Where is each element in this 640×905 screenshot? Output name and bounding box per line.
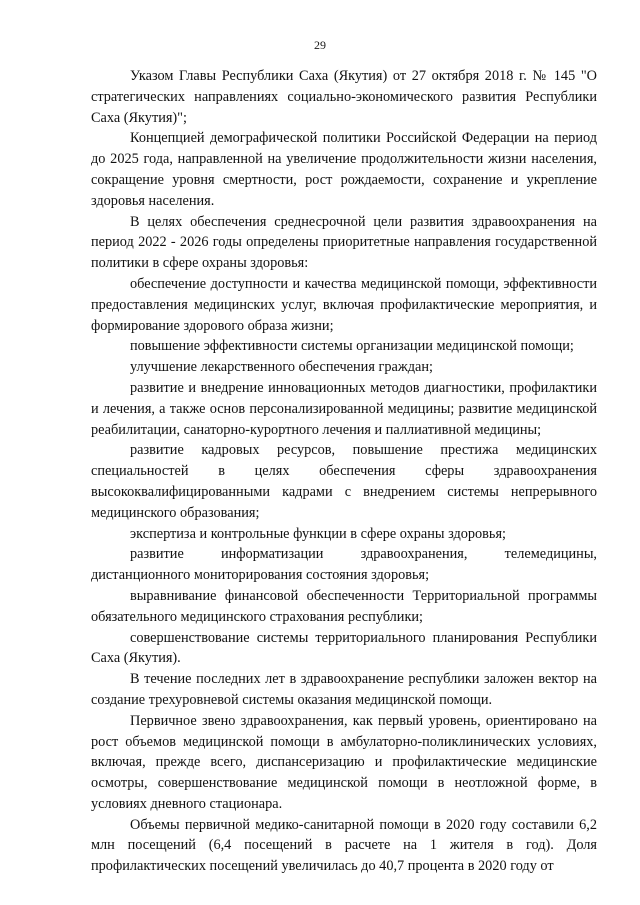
priority-item-access-quality: обеспечение доступности и качества медицинской помощи, эффективности предоставления медицинских услуг, включая профилактические мероприятия, и формирование здорового образа жизни;	[91, 275, 597, 334]
priority-item-organization-efficiency: повышение эффективности системы организации медицинской помощи;	[130, 338, 574, 355]
page-number: 29	[314, 38, 326, 52]
document-body	[91, 66, 597, 877]
priority-item-territorial-planning: совершенствование системы территориального планирования Республики Саха (Якутия).	[91, 629, 597, 667]
paragraph-primary-care: Первичное звено здравоохранения, как первый уровень, ориентировано на рост объемов медицинской помощи в амбулаторно-поликлинических условиях, включая, прежде всего, диспансеризацию и профилактические медицинские осмотры, совершенствование медицинской помощи в неотложной форме, в условиях дневного стационара.	[91, 712, 597, 812]
paragraph-decree-reference: Указом Главы Республики Саха (Якутия) от 27 октября 2018 г. № 145 "О стратегических направлениях социально-экономического развития Республики Саха (Якутия)";	[91, 68, 597, 126]
paragraph-primary-care-volumes: Объемы первичной медико-санитарной помощи в 2020 году составили 6,2 млн посещений (6,4 посещений в расчете на 1 жителя в год). Доля профилактических посещений увеличилась до 40,7 процента в 2020 году от	[91, 816, 597, 875]
paragraph-demographic-concept: Концепцией демографической политики Российской Федерации на период до 2025 года, направленной на увеличение продолжительности жизни населения, сокращение уровня смертности, рост рождаемости, сохранение и укрепление здоровья населения.	[91, 130, 597, 209]
paragraph-three-level-system: В течение последних лет в здравоохранение республики заложен вектор на создание трехуровневой системы оказания медицинской помощи.	[91, 671, 597, 708]
priority-item-personnel: развитие кадровых ресурсов, повышение престижа медицинских специальностей в целях обеспечения сферы здравоохранения высококвалифицированными кадрами с внедрением системы непрерывного медицинского образования;	[91, 442, 597, 521]
paragraph-priority-intro: В целях обеспечения среднесрочной цели развития здравоохранения на период 2022 - 2026 годы определены приоритетные направления государственной политики в сфере охраны здоровья:	[91, 213, 597, 272]
priority-item-expertise-control: экспертиза и контрольные функции в сфере охраны здоровья;	[130, 525, 506, 542]
priority-item-drug-supply: улучшение лекарственного обеспечения граждан;	[130, 359, 433, 376]
priority-item-informatization: развитие информатизации здравоохранения, телемедицины, дистанционного мониторирования состояния здоровья;	[91, 546, 597, 584]
priority-item-innovation: развитие и внедрение инновационных методов диагностики, профилактики и лечения, а также основ персонализированной медицины; развитие медицинской реабилитации, санаторно-курортного лечения и паллиативной медицины;	[91, 379, 597, 438]
priority-item-financial-equalization: выравнивание финансовой обеспеченности Территориальной программы обязательного медицинского страхования республики;	[91, 587, 597, 625]
